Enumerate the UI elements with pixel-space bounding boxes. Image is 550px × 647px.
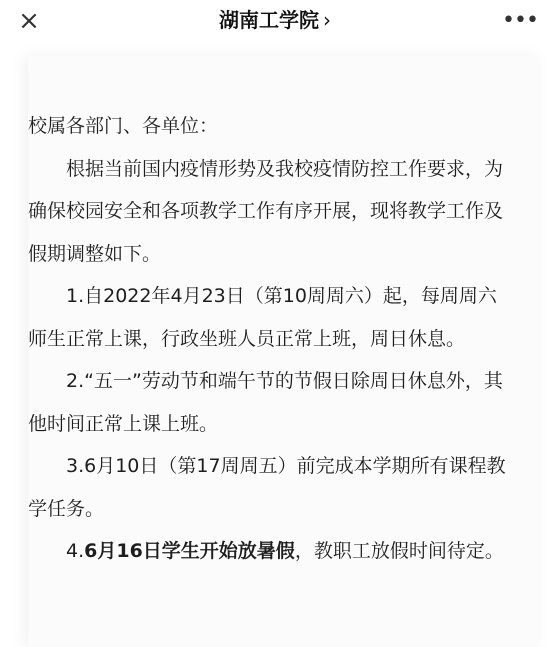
item-4-bold-text: 6月16日学生开始放暑假 — [84, 540, 295, 562]
item-2-paragraph: 2.“五一”劳动节和端午节的节假日除周日休息外，其他时间正常上课上班。 — [28, 370, 503, 435]
item-1-paragraph: 1.自2022年4月23日（第10周周六）起，每周周六师生正常上课，行政坐班人员正常上班，周日休息。 — [28, 285, 497, 350]
page-title[interactable]: 湖南工学院 — [219, 8, 319, 32]
item-3-paragraph: 3.6月10日（第17周周五）前完成本学期所有课程教学任务。 — [28, 455, 506, 520]
top-navigation-bar — [0, 0, 550, 44]
item-4-rest: ，教职工放假时间待定。 — [294, 540, 504, 562]
close-icon[interactable]: × — [18, 6, 40, 36]
document-body — [28, 105, 508, 573]
salutation: 校属各部门、各单位： — [28, 115, 219, 137]
item-4-prefix: 4. — [66, 540, 85, 562]
page-title-area[interactable] — [0, 0, 550, 40]
intro-paragraph: 根据当前国内疫情形势及我校疫情防控工作要求，为确保校园安全和各项教学工作有序开展，现将教学工作及假期调整如下。 — [28, 157, 504, 265]
item-4-paragraph — [28, 530, 508, 573]
chevron-right-icon: › — [323, 8, 331, 32]
more-options-icon[interactable]: ••• — [502, 8, 538, 33]
